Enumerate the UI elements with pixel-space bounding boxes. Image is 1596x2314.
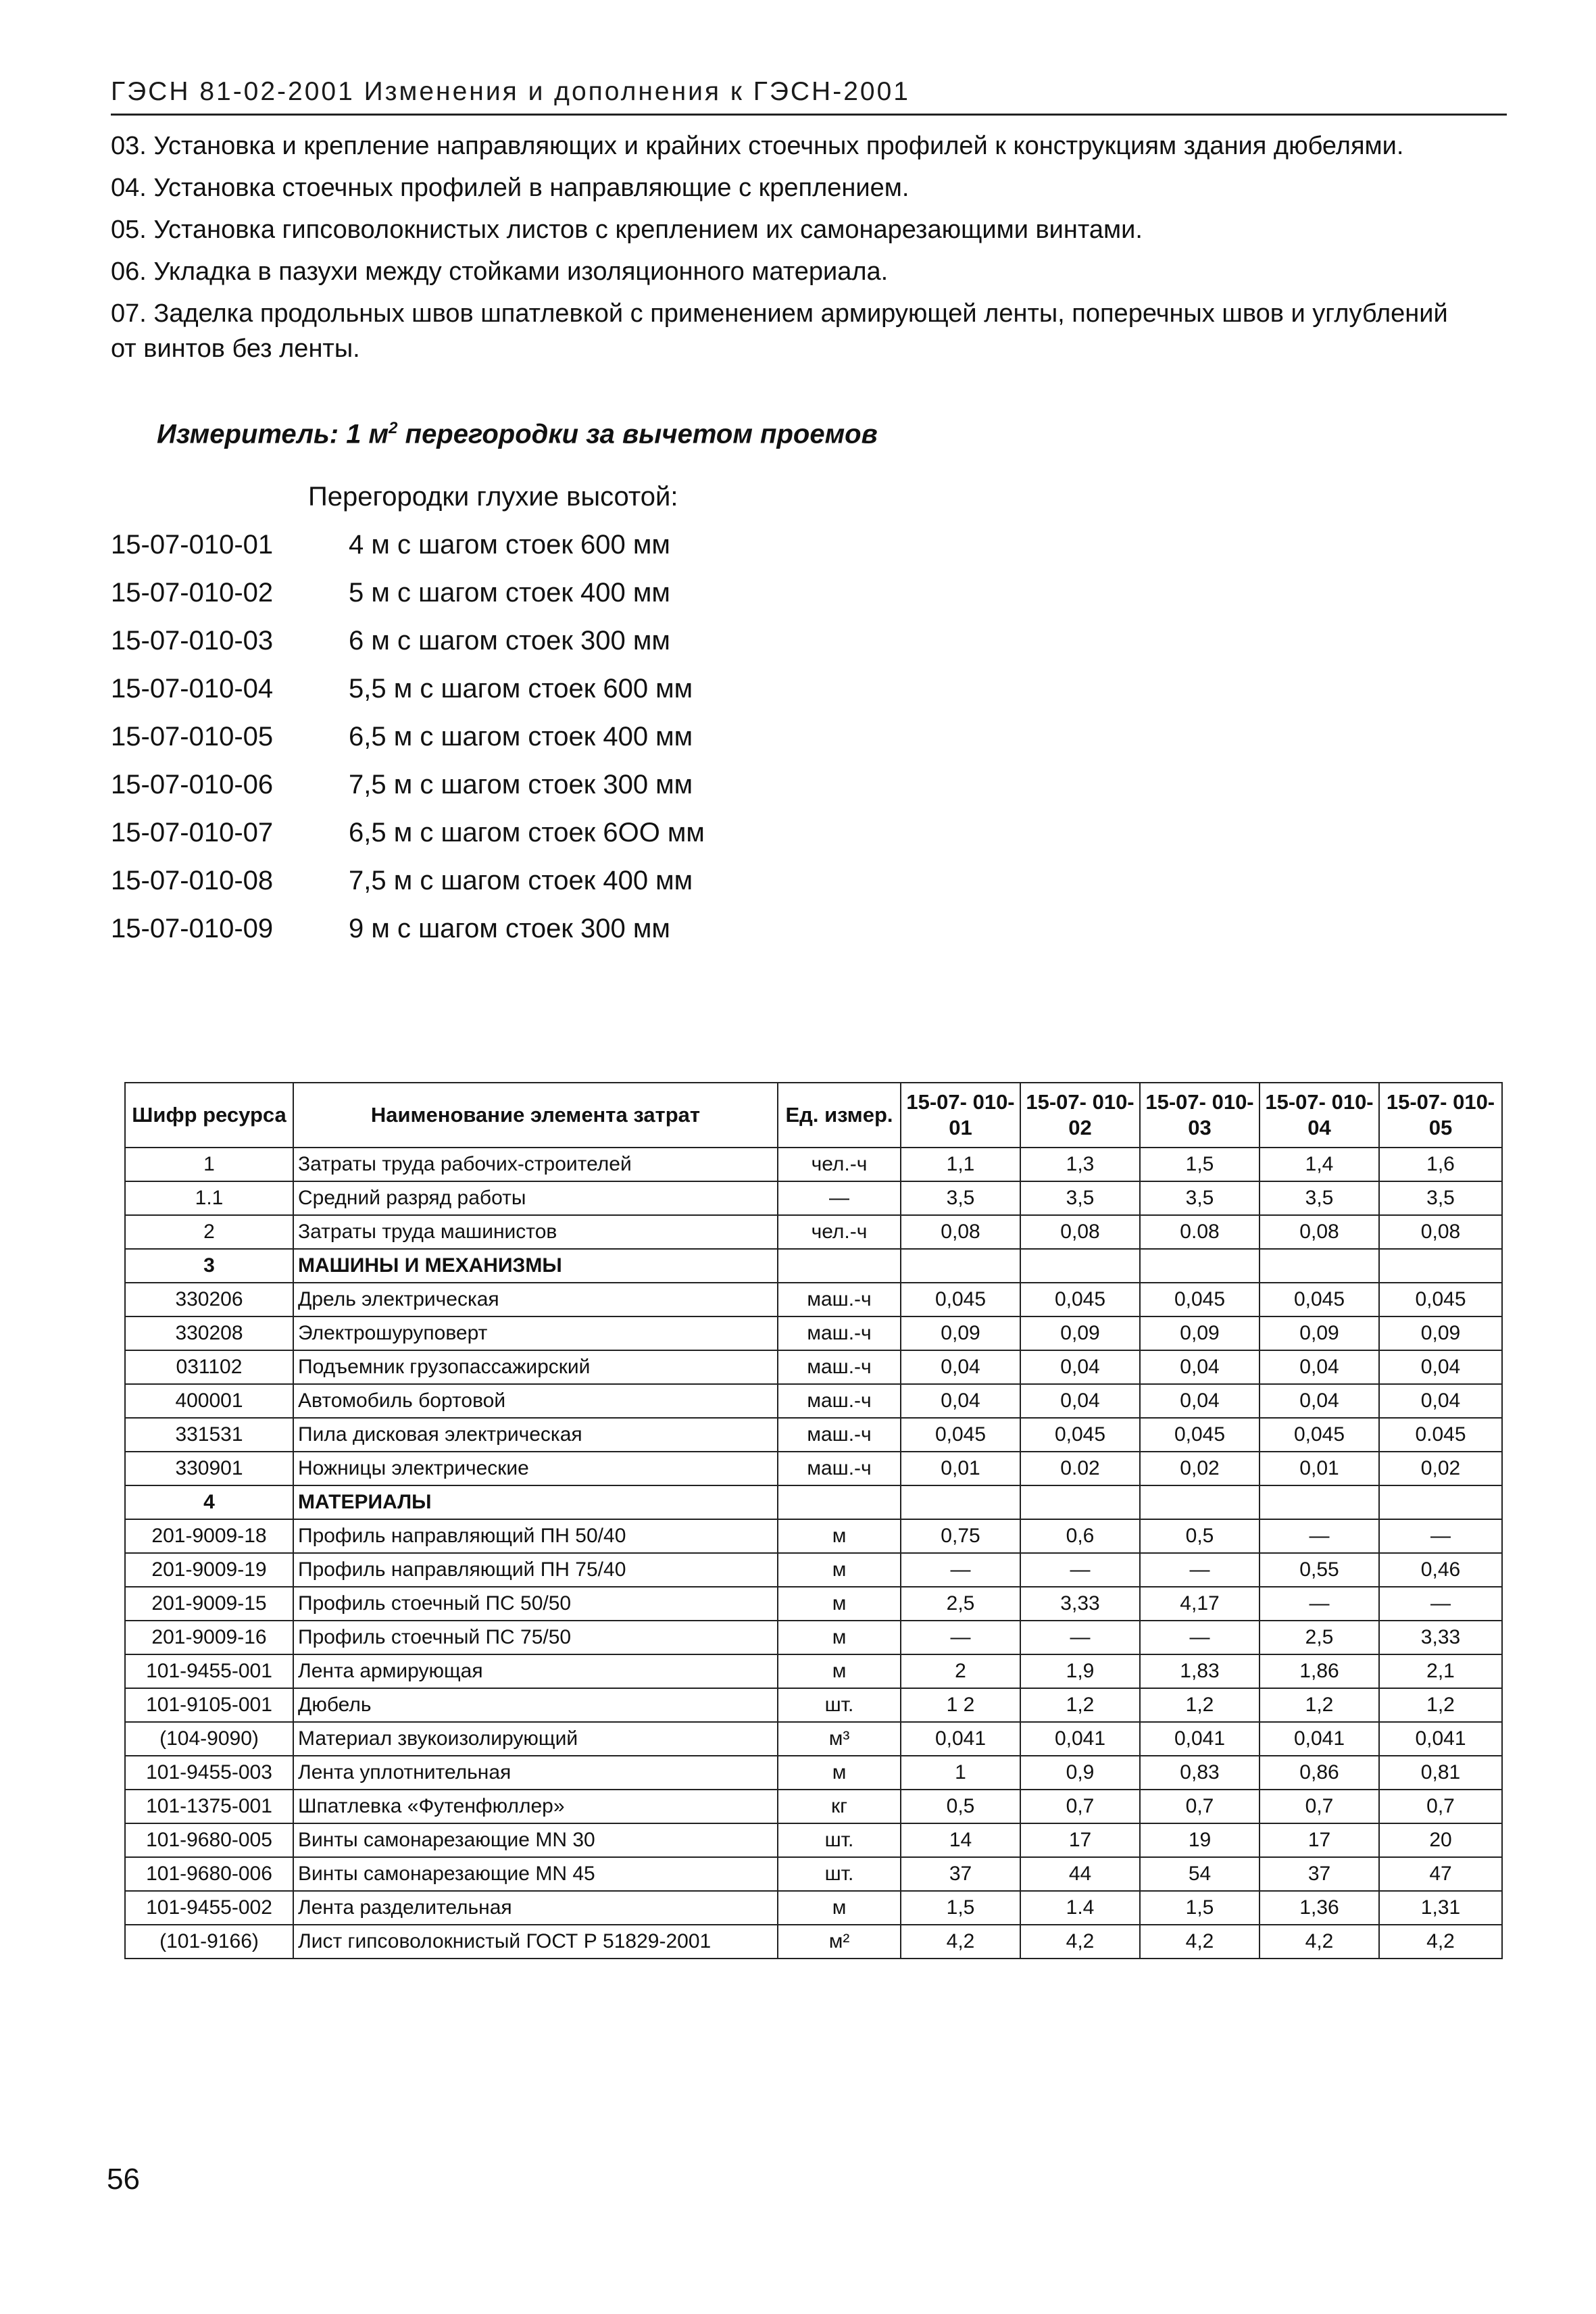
table-row [125,1148,1502,1181]
header-col-4: 15-07- 010-04 [1260,1083,1379,1148]
cell-value: 0,04 [1260,1384,1379,1418]
cell-value: 0,86 [1260,1756,1379,1790]
cell-name: Винты самонарезающие MN 45 [293,1857,778,1891]
cell-code: 101-9455-003 [125,1756,293,1790]
cell-unit: шт. [778,1857,901,1891]
cell-value: 1,36 [1260,1891,1379,1925]
table-row [125,1553,1502,1587]
cell-value: — [1260,1587,1379,1621]
cell-code: 101-9455-001 [125,1654,293,1688]
cell-value: 2 [901,1654,1020,1688]
cell-value: 2,1 [1379,1654,1502,1688]
table-row [125,1587,1502,1621]
cell-code: 201-9009-16 [125,1621,293,1654]
table-row [125,1215,1502,1249]
cell-name: Профиль стоечный ПС 75/50 [293,1621,778,1654]
cell-value: 0,83 [1140,1756,1260,1790]
header-rule [111,114,1507,116]
cell-name: Средний разряд работы [293,1181,778,1215]
variant-row [111,809,922,857]
cell-value: 0,75 [901,1519,1020,1553]
cell-unit [778,1485,901,1519]
cell-code: 330901 [125,1452,293,1485]
cell-name: МАШИНЫ И МЕХАНИЗМЫ [293,1249,778,1283]
header-name: Наименование элемента затрат [293,1083,778,1148]
cell-value [1260,1485,1379,1519]
cell-value: 3,33 [1379,1621,1502,1654]
variant-code: 15-07-010-08 [111,866,274,895]
cell-value: 0,08 [1020,1215,1140,1249]
cell-value: 17 [1020,1823,1140,1857]
cell-value: 0,7 [1140,1790,1260,1823]
variant-row [111,521,922,569]
cell-value: 1,6 [1379,1148,1502,1181]
cell-unit: м [778,1621,901,1654]
cell-code: 101-1375-001 [125,1790,293,1823]
cell-value: 0,045 [901,1283,1020,1316]
header-col-2: 15-07- 010-02 [1020,1083,1140,1148]
cell-value: 1,5 [901,1891,1020,1925]
cell-value: — [901,1621,1020,1654]
cell-value: 0,045 [1140,1418,1260,1452]
table-row [125,1283,1502,1316]
cell-value: 0,02 [1140,1452,1260,1485]
cell-unit: м [778,1891,901,1925]
variant-text: 4 м с шагом стоек 600 мм [349,530,670,560]
cell-value: 0,04 [1020,1384,1140,1418]
operation-item: 05. Установка гипсоволокнистых листов с креплением их самонарезающими винтами. [111,216,1143,244]
cell-code: 101-9105-001 [125,1688,293,1722]
cell-value: — [1140,1621,1260,1654]
table-row [125,1350,1502,1384]
cell-code: 4 [125,1485,293,1519]
cell-code: 3 [125,1249,293,1283]
cell-value: 4,2 [1260,1925,1379,1959]
measure-suffix: перегородки за вычетом проемов [397,419,878,449]
cell-value [901,1485,1020,1519]
cell-value: 4,2 [1020,1925,1140,1959]
cell-unit: м [778,1519,901,1553]
operations-list [111,128,1462,373]
cell-value: 0,04 [1020,1350,1140,1384]
operation-item: 03. Установка и крепление направляющих и крайних стоечных профилей к конструкциям здания дюбелями. [111,132,1404,160]
cell-name: Профиль направляющий ПН 50/40 [293,1519,778,1553]
table-row [125,1891,1502,1925]
cell-name: Лента уплотнительная [293,1756,778,1790]
header-col-3: 15-07- 010-03 [1140,1083,1260,1148]
cell-value: 1,5 [1140,1148,1260,1181]
cell-value: 4,17 [1140,1587,1260,1621]
header-col-1: 15-07- 010-01 [901,1083,1020,1148]
cell-value: 3,5 [1020,1181,1140,1215]
cell-value: 0,7 [1260,1790,1379,1823]
variant-row [111,569,922,617]
cell-name: Профиль направляющий ПН 75/40 [293,1553,778,1587]
cell-value: 44 [1020,1857,1140,1891]
cell-value: 17 [1260,1823,1379,1857]
variant-code: 15-07-010-09 [111,914,274,943]
cell-code: 201-9009-15 [125,1587,293,1621]
cell-value: 1,31 [1379,1891,1502,1925]
cell-value: 1,3 [1020,1148,1140,1181]
cell-code: (104-9090) [125,1722,293,1756]
cell-name: Материал звукоизолирующий [293,1722,778,1756]
cell-value: 0,6 [1020,1519,1140,1553]
cell-value: 0,08 [1379,1215,1502,1249]
cell-name: Лента разделительная [293,1891,778,1925]
table-row [125,1688,1502,1722]
variant-text: 6,5 м с шагом стоек 6ОО мм [349,818,705,847]
cell-value: 1,4 [1260,1148,1379,1181]
variant-row [111,713,922,761]
table-row [125,1418,1502,1452]
cell-value: 1,86 [1260,1654,1379,1688]
cell-value: 4,2 [901,1925,1020,1959]
cell-value: 0,041 [1260,1722,1379,1756]
cell-value [1379,1485,1502,1519]
variant-row [111,761,922,809]
cell-unit [778,1249,901,1283]
cell-unit: м [778,1587,901,1621]
cell-code: 201-9009-19 [125,1553,293,1587]
header-unit: Ед. измер. [778,1083,901,1148]
cell-unit: м³ [778,1722,901,1756]
cell-value: 0,041 [1140,1722,1260,1756]
table-row [125,1621,1502,1654]
cell-code: 201-9009-18 [125,1519,293,1553]
operation-item: 06. Укладка в пазухи между стойками изоляционного материала. [111,257,889,286]
cell-value: 0,04 [901,1350,1020,1384]
cell-value: 1 2 [901,1688,1020,1722]
measure-unit [157,419,878,449]
cell-code: 1.1 [125,1181,293,1215]
cell-value: 1,2 [1379,1688,1502,1722]
variant-code: 15-07-010-04 [111,674,274,704]
header-col-5: 15-07- 010-05 [1379,1083,1502,1148]
cell-unit: маш.-ч [778,1350,901,1384]
cell-code: 101-9455-002 [125,1891,293,1925]
cell-value: 0,08 [1260,1215,1379,1249]
table-row [125,1823,1502,1857]
cell-value: 0,09 [901,1316,1020,1350]
cell-value: 20 [1379,1823,1502,1857]
variant-text: 9 м с шагом стоек 300 мм [349,914,670,943]
table-row [125,1790,1502,1823]
cell-value: 0,09 [1260,1316,1379,1350]
cell-value: 4,2 [1140,1925,1260,1959]
cell-value: 0,045 [1260,1283,1379,1316]
cell-value: 0,01 [901,1452,1020,1485]
cell-value: 0,7 [1379,1790,1502,1823]
cell-value: 0,045 [1140,1283,1260,1316]
cell-code: 1 [125,1148,293,1181]
cell-value: 0,041 [1020,1722,1140,1756]
cell-value: 2,5 [1260,1621,1379,1654]
cell-unit: маш.-ч [778,1418,901,1452]
cost-table-wrap [124,1082,1503,1959]
cell-unit: чел.-ч [778,1148,901,1181]
cell-name: Затраты труда рабочих-строителей [293,1148,778,1181]
cell-value [1140,1249,1260,1283]
cell-value: 0,04 [901,1384,1020,1418]
cell-value: 0,02 [1379,1452,1502,1485]
cell-unit: маш.-ч [778,1316,901,1350]
cell-value: 3,5 [1379,1181,1502,1215]
cell-value: 1,2 [1260,1688,1379,1722]
cell-value: 0,04 [1140,1384,1260,1418]
cell-value: 3,5 [1260,1181,1379,1215]
table-row [125,1857,1502,1891]
cell-value: 0,09 [1140,1316,1260,1350]
cell-value: 0,04 [1379,1384,1502,1418]
cell-code: 101-9680-005 [125,1823,293,1857]
cell-value: 14 [901,1823,1020,1857]
table-row [125,1654,1502,1688]
cell-code: 330206 [125,1283,293,1316]
table-header-row [125,1083,1502,1148]
cell-value: 0,08 [901,1215,1020,1249]
cell-value [1379,1249,1502,1283]
variants-intro: Перегородки глухие высотой: [308,482,678,512]
cell-value [1020,1249,1140,1283]
cell-value: — [1379,1519,1502,1553]
cell-code: 101-9680-006 [125,1857,293,1891]
cell-value: — [1020,1621,1140,1654]
cell-code: 031102 [125,1350,293,1384]
cell-unit: м [778,1756,901,1790]
cell-name: Профиль стоечный ПС 50/50 [293,1587,778,1621]
cell-unit: маш.-ч [778,1452,901,1485]
cell-value [1140,1485,1260,1519]
page-number: 56 [107,2163,140,2196]
measure-prefix: Измеритель: 1 м [157,419,389,449]
table-row [125,1722,1502,1756]
variant-text: 7,5 м с шагом стоек 400 мм [349,866,693,895]
cell-unit: — [778,1181,901,1215]
operation-item: 07. Заделка продольных швов шпатлевкой с применением армирующей ленты, поперечных швов и углублений от винтов без ленты. [111,299,1448,363]
operation-item: 04. Установка стоечных профилей в направляющие с креплением. [111,174,909,202]
cell-unit: м [778,1654,901,1688]
cell-code: (101-9166) [125,1925,293,1959]
cell-unit: шт. [778,1823,901,1857]
variant-row [111,857,922,905]
cell-name: Ножницы электрические [293,1452,778,1485]
cell-value: — [901,1553,1020,1587]
table-row [125,1925,1502,1959]
cell-value: — [1260,1519,1379,1553]
cell-value: — [1379,1587,1502,1621]
header-code: Шифр ресурса [125,1083,293,1148]
cell-value: 0,9 [1020,1756,1140,1790]
cell-code: 330208 [125,1316,293,1350]
variant-text: 6,5 м с шагом стоек 400 мм [349,722,693,752]
variant-row [111,665,922,713]
cell-name: Дрель электрическая [293,1283,778,1316]
cell-value: 0,045 [1020,1283,1140,1316]
variant-code: 15-07-010-01 [111,530,274,560]
cell-value: 0,04 [1379,1350,1502,1384]
cell-value: 0,045 [1379,1283,1502,1316]
cell-value: 0,04 [1260,1350,1379,1384]
cell-name: Дюбель [293,1688,778,1722]
cell-value: 0,09 [1379,1316,1502,1350]
cell-value: 0,041 [1379,1722,1502,1756]
cell-unit: маш.-ч [778,1384,901,1418]
cell-value: 37 [1260,1857,1379,1891]
variant-row [111,617,922,665]
cell-name: Шпатлевка «Футенфюллер» [293,1790,778,1823]
variant-row [111,905,922,953]
variants-list [111,473,922,953]
cell-value: — [1020,1553,1140,1587]
cell-value: 0,04 [1140,1350,1260,1384]
cell-name: Пила дисковая электрическая [293,1418,778,1452]
cost-table [124,1082,1503,1959]
cell-value: 0,045 [901,1418,1020,1452]
cell-name: Затраты труда машинистов [293,1215,778,1249]
cell-value: 1,1 [901,1148,1020,1181]
cell-value: 0,46 [1379,1553,1502,1587]
table-section-row [125,1485,1502,1519]
cell-value: — [1140,1553,1260,1587]
cell-value: 1,83 [1140,1654,1260,1688]
table-section-row [125,1249,1502,1283]
table-row [125,1452,1502,1485]
cell-name: Подъемник грузопассажирский [293,1350,778,1384]
cell-name: Лист гипсоволокнистый ГОСТ Р 51829-2001 [293,1925,778,1959]
cell-unit: чел.-ч [778,1215,901,1249]
variant-code: 15-07-010-06 [111,770,274,799]
cell-unit: маш.-ч [778,1283,901,1316]
cell-value: 0,55 [1260,1553,1379,1587]
cell-value: 47 [1379,1857,1502,1891]
variant-code: 15-07-010-05 [111,722,274,752]
cell-value: 0.08 [1140,1215,1260,1249]
cell-name: Винты самонарезающие MN 30 [293,1823,778,1857]
cell-value: 54 [1140,1857,1260,1891]
table-row [125,1756,1502,1790]
table-row [125,1384,1502,1418]
variant-code: 15-07-010-03 [111,626,274,656]
cell-value: 1.4 [1020,1891,1140,1925]
cell-value: 3,5 [1140,1181,1260,1215]
variant-text: 5 м с шагом стоек 400 мм [349,578,670,608]
cell-value [1260,1249,1379,1283]
cell-value: 1,2 [1020,1688,1140,1722]
cell-value: 0,7 [1020,1790,1140,1823]
cell-value: 0,041 [901,1722,1020,1756]
cell-value: 1,9 [1020,1654,1140,1688]
cell-value: 37 [901,1857,1020,1891]
cell-code: 400001 [125,1384,293,1418]
variant-code: 15-07-010-02 [111,578,274,608]
cell-value: 1,2 [1140,1688,1260,1722]
cell-value: 3,33 [1020,1587,1140,1621]
table-row [125,1519,1502,1553]
cell-unit: кг [778,1790,901,1823]
cell-value: 0,045 [1260,1418,1379,1452]
cell-value: 3,5 [901,1181,1020,1215]
cell-value: 0,01 [1260,1452,1379,1485]
cell-value: 0,81 [1379,1756,1502,1790]
variant-text: 6 м с шагом стоек 300 мм [349,626,670,656]
table-row [125,1181,1502,1215]
cell-value: 0,5 [1140,1519,1260,1553]
cell-unit: м [778,1553,901,1587]
cell-unit: шт. [778,1688,901,1722]
cell-value: 19 [1140,1823,1260,1857]
cell-value: 0.02 [1020,1452,1140,1485]
cell-value [1020,1485,1140,1519]
cell-value [901,1249,1020,1283]
cell-value: 2,5 [901,1587,1020,1621]
cell-value: 0,09 [1020,1316,1140,1350]
cell-value: 0.045 [1379,1418,1502,1452]
table-row [125,1316,1502,1350]
cell-value: 1 [901,1756,1020,1790]
variant-text: 7,5 м с шагом стоек 300 мм [349,770,693,799]
cell-unit: м² [778,1925,901,1959]
cell-code: 2 [125,1215,293,1249]
cell-name: МАТЕРИАЛЫ [293,1485,778,1519]
measure-sup: 2 [389,419,398,437]
cell-value: 1,5 [1140,1891,1260,1925]
variant-code: 15-07-010-07 [111,818,274,847]
cell-value: 0,5 [901,1790,1020,1823]
cell-name: Электрошуруповерт [293,1316,778,1350]
cell-name: Автомобиль бортовой [293,1384,778,1418]
cell-code: 331531 [125,1418,293,1452]
cell-name: Лента армирующая [293,1654,778,1688]
variant-text: 5,5 м с шагом стоек 600 мм [349,674,693,704]
running-header: ГЭСН 81-02-2001 Изменения и дополнения к ГЭСН-2001 [111,77,910,106]
cell-value: 4,2 [1379,1925,1502,1959]
cell-value: 0,045 [1020,1418,1140,1452]
